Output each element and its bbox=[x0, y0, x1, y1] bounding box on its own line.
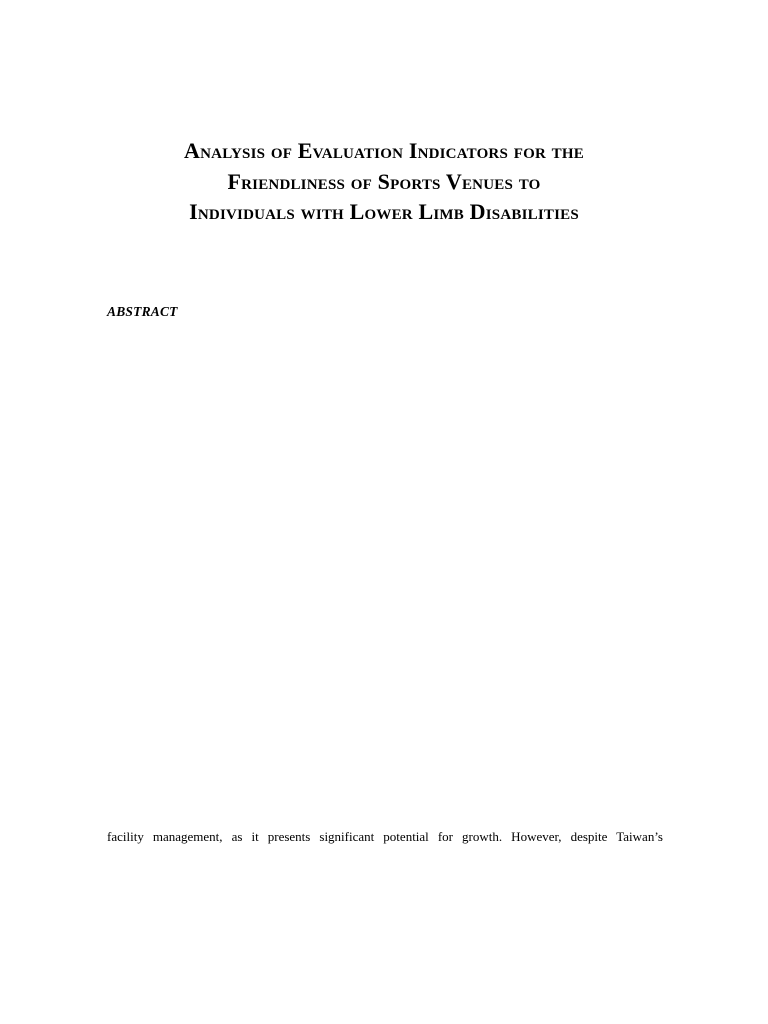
body-text-line: facility management, as it presents significant potential for growth. However, despite Taiwan’s bbox=[107, 829, 663, 844]
title-line-1: Analysis of Evaluation Indicators for the bbox=[184, 138, 584, 163]
paper-title bbox=[0, 136, 768, 228]
title-line-2: Friendliness of Sports Venues to bbox=[227, 168, 541, 194]
abstract-heading: ABSTRACT bbox=[107, 304, 178, 319]
title-line-3: Individuals with Lower Limb Disabilities bbox=[189, 199, 579, 224]
